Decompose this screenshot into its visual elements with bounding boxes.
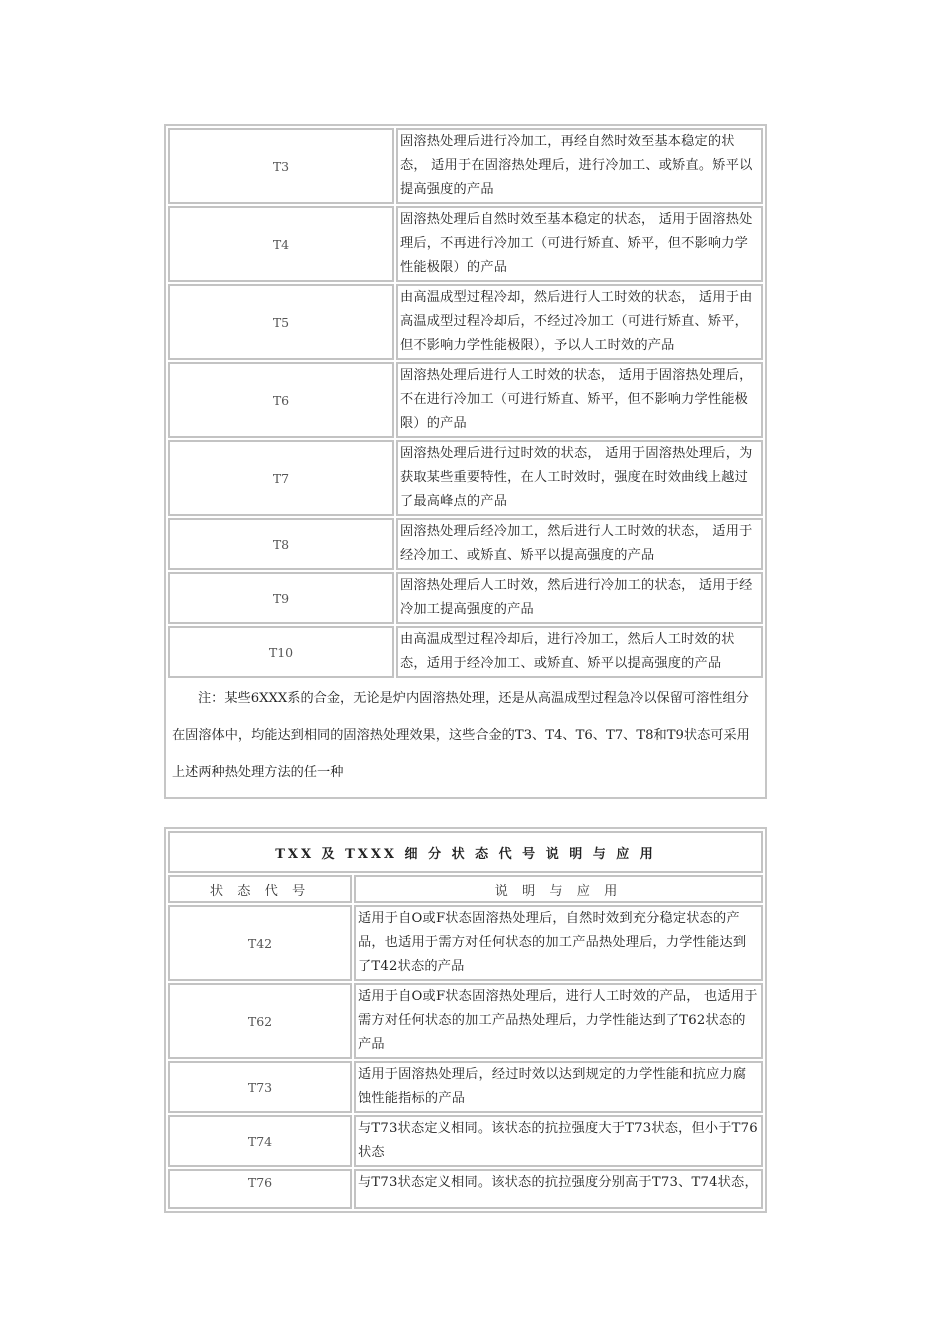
temper-code: T73	[168, 1061, 352, 1113]
table-row	[168, 572, 763, 624]
temper-description: 由高温成型过程冷却后，进行冷加工，然后人工时效的状态，适用于经冷加工、或矫直、矫平以提高强度的产品	[396, 626, 763, 678]
temper-code: T8	[168, 518, 394, 570]
table-row	[168, 128, 763, 204]
column-header-code: 状 态 代 号	[168, 875, 352, 903]
temper-code: T3	[168, 128, 394, 204]
temper-code: T5	[168, 284, 394, 360]
temper-description: 与T73状态定义相同。该状态的抗拉强度分别高于T73、T74状态，	[354, 1169, 763, 1209]
temper-code: T74	[168, 1115, 352, 1167]
temper-code: T10	[168, 626, 394, 678]
temper-table-1	[164, 124, 767, 799]
table-note: 注：某些6XXX系的合金，无论是炉内固溶热处理，还是从高温成型过程急冷以保留可溶性组分在固溶体中，均能达到相同的固溶热处理效果，这些合金的T3、T4、T6、T7、T8和T9状态可采用上述两种热处理方法的任一种	[172, 691, 750, 780]
temper-description: 由高温成型过程冷却，然后进行人工时效的状态， 适用于由高温成型过程冷却后，不经过冷加工（可进行矫直、矫平，但不影响力学性能极限），予以人工时效的产品	[396, 284, 763, 360]
temper-code: T6	[168, 362, 394, 438]
temper-description: 适用于固溶热处理后，经过时效以达到规定的力学性能和抗应力腐蚀性能指标的产品	[354, 1061, 763, 1113]
table-row	[168, 1061, 763, 1113]
temper-code: T7	[168, 440, 394, 516]
table-row	[168, 284, 763, 360]
temper-description: 固溶热处理后人工时效，然后进行冷加工的状态， 适用于经冷加工提高强度的产品	[396, 572, 763, 624]
temper-description: 固溶热处理后进行冷加工，再经自然时效至基本稳定的状态， 适用于在固溶热处理后，进行冷加工、或矫直。矫平以提高强度的产品	[396, 128, 763, 204]
temper-description: 固溶热处理后经冷加工，然后进行人工时效的状态， 适用于经冷加工、或矫直、矫平以提高强度的产品	[396, 518, 763, 570]
temper-code: T76	[168, 1169, 352, 1209]
table-title-row	[168, 831, 763, 873]
temper-code: T42	[168, 905, 352, 981]
temper-code: T9	[168, 572, 394, 624]
temper-description: 固溶热处理后自然时效至基本稳定的状态， 适用于固溶热处理后，不再进行冷加工（可进行矫直、矫平，但不影响力学性能极限）的产品	[396, 206, 763, 282]
temper-description: 固溶热处理后进行过时效的状态， 适用于固溶热处理后，为获取某些重要特性，在人工时效时，强度在时效曲线上越过了最高峰点的产品	[396, 440, 763, 516]
table-row	[168, 362, 763, 438]
table-title: TXX 及 TXXX 细 分 状 态 代 号 说 明 与 应 用	[168, 831, 763, 873]
temper-description: 固溶热处理后进行人工时效的状态， 适用于固溶热处理后，不在进行冷加工（可进行矫直、矫平，但不影响力学性能极限）的产品	[396, 362, 763, 438]
table-row	[168, 905, 763, 981]
temper-description: 适用于自O或F状态固溶热处理后，进行人工时效的产品， 也适用于需方对任何状态的加工产品热处理后，力学性能达到了T62状态的产品	[354, 983, 763, 1059]
table-row	[168, 518, 763, 570]
temper-code: T62	[168, 983, 352, 1059]
temper-description: 适用于自O或F状态固溶热处理后，自然时效到充分稳定状态的产品，也适用于需方对任何状态的加工产品热处理后，力学性能达到了T42状态的产品	[354, 905, 763, 981]
table-header-row	[168, 875, 763, 903]
temper-code: T4	[168, 206, 394, 282]
table-row	[168, 1115, 763, 1167]
table-row	[168, 626, 763, 678]
column-header-description: 说 明 与 应 用	[354, 875, 763, 903]
table-row	[168, 1169, 763, 1209]
temper-description: 与T73状态定义相同。该状态的抗拉强度大于T73状态，但小于T76状态	[354, 1115, 763, 1167]
table-row	[168, 206, 763, 282]
temper-table-2	[164, 827, 767, 1213]
table-row	[168, 440, 763, 516]
table-row	[168, 983, 763, 1059]
table-row	[168, 680, 763, 795]
